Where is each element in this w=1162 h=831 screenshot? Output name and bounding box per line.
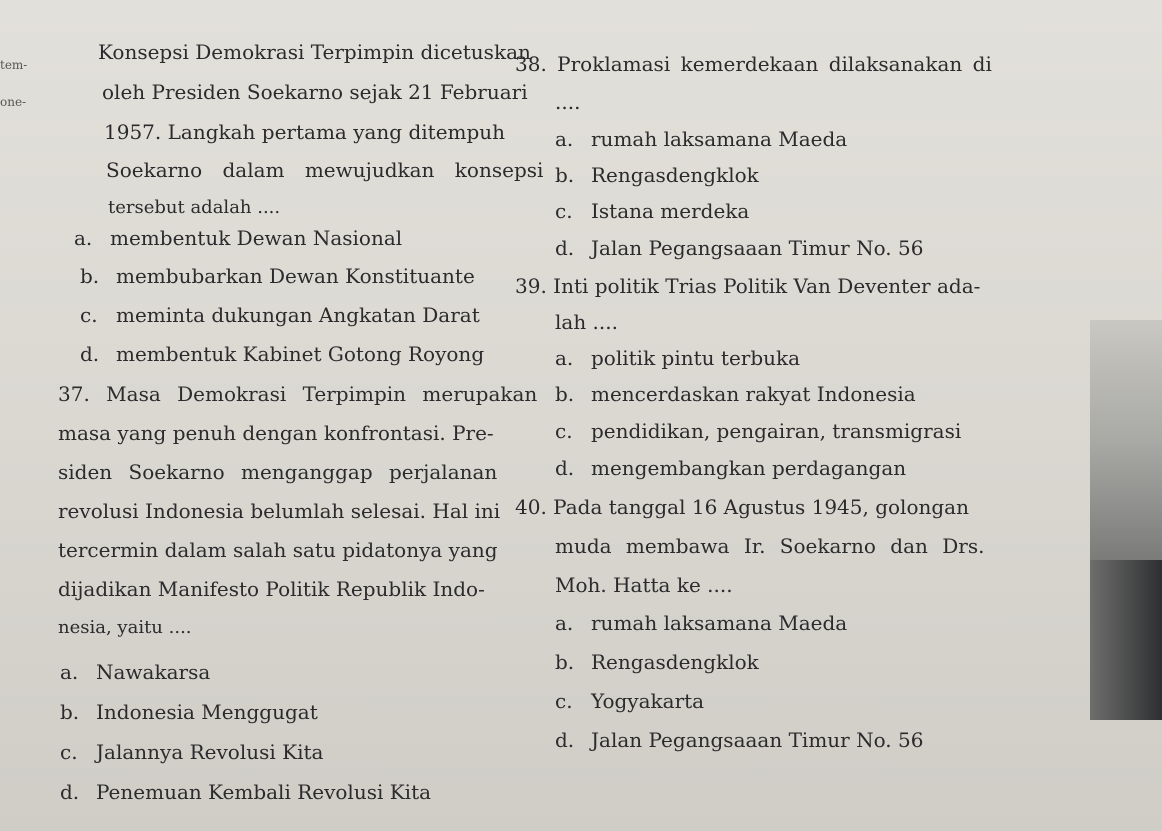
margin-fragment-middle: one- <box>0 95 27 109</box>
margin-fragment-top: tem- <box>0 58 28 72</box>
q40-option-d: d. Jalan Pegangsaaan Timur No. 56 <box>555 728 924 752</box>
q36-stem-line: tersebut adalah .... <box>108 197 281 218</box>
q37-option-c: c. Jalannya Revolusi Kita <box>60 740 324 764</box>
q37-stem-line: masa yang penuh dengan konfrontasi. Pre- <box>58 421 494 445</box>
q38-stem-line: 38. Proklamasi kemerdekaan dilaksanakan di <box>515 52 992 76</box>
q39-option-b: b. mencerdaskan rakyat Indonesia <box>555 382 916 406</box>
q36-stem-line: Konsepsi Demokrasi Terpimpin dicetuskan <box>98 40 531 64</box>
q37-stem-line: 37. Masa Demokrasi Terpimpin merupakan <box>58 382 538 406</box>
q36-stem-line: oleh Presiden Soekarno sejak 21 Februari <box>102 80 528 104</box>
q40-option-b: b. Rengasdengklok <box>555 650 759 674</box>
q36-option-c: c. meminta dukungan Angkatan Darat <box>80 303 480 327</box>
q37-stem-line: tercermin dalam salah satu pidatonya yang <box>58 538 498 562</box>
q39-stem-line: lah .... <box>555 310 618 334</box>
q37-option-a: a. Nawakarsa <box>60 660 211 684</box>
q39-option-c: c. pendidikan, pengairan, transmigrasi <box>555 419 962 443</box>
q37-stem-line: dijadikan Manifesto Politik Republik Indo- <box>58 577 485 601</box>
q40-stem-line: 40. Pada tanggal 16 Agustus 1945, golongan <box>515 495 969 519</box>
q36-option-a: a. membentuk Dewan Nasional <box>74 226 403 250</box>
q39-option-d: d. mengembangkan perdagangan <box>555 456 907 480</box>
q37-stem-line: siden Soekarno menganggap perjalanan <box>58 460 498 484</box>
q39-stem-line: 39. Inti politik Trias Politik Van Deventer ada- <box>515 274 981 298</box>
q38-option-c: c. Istana merdeka <box>555 199 750 223</box>
q37-stem-line: nesia, yaitu .... <box>58 617 192 638</box>
q38-option-b: b. Rengasdengklok <box>555 163 759 187</box>
q37-option-d: d. Penemuan Kembali Revolusi Kita <box>60 780 432 804</box>
q36-stem-line: 1957. Langkah pertama yang ditempuh <box>104 120 506 144</box>
q40-option-a: a. rumah laksamana Maeda <box>555 611 848 635</box>
q38-option-d: d. Jalan Pegangsaaan Timur No. 56 <box>555 236 924 260</box>
q39-option-a: a. politik pintu terbuka <box>555 346 801 370</box>
q40-stem-line: muda membawa Ir. Soekarno dan Drs. <box>555 534 985 558</box>
q36-stem-line: Soekarno dalam mewujudkan konsepsi <box>106 158 544 182</box>
q37-stem-line: revolusi Indonesia belumlah selesai. Hal ini <box>58 499 501 523</box>
q37-option-b: b. Indonesia Menggugat <box>60 700 318 724</box>
q40-stem-line: Moh. Hatta ke .... <box>555 573 733 597</box>
q38-stem-line: .... <box>555 90 581 114</box>
q38-option-a: a. rumah laksamana Maeda <box>555 127 848 151</box>
q40-option-c: c. Yogyakarta <box>555 689 705 713</box>
q36-option-b: b. membubarkan Dewan Konstituante <box>80 264 475 288</box>
q36-option-d: d. membentuk Kabinet Gotong Royong <box>80 342 485 366</box>
page-edge-dark <box>1090 560 1162 720</box>
